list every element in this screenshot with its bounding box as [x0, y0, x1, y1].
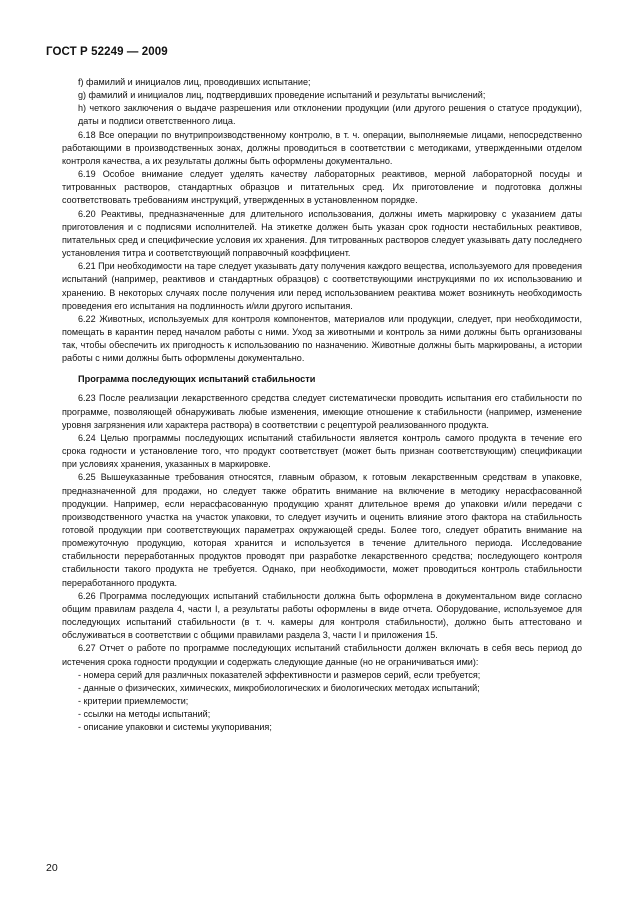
paragraph-6-26: 6.26 Программа последующих испытаний стабильности должна быть оформлена в документальном виде согласно общим правилам раздела 4, части I, а результаты работы оформлены в виде отчета. Оборудование, используемое для последующих испытаний стабильности (в т. ч. камеры для контроля стабильности), должно быть аттестовано и обслуживаться в соответствии с общими правилами раздела 3, части I и приложения 15.	[62, 590, 582, 641]
paragraph-6-19: 6.19 Особое внимание следует уделять качеству лабораторных реактивов, мерной лабораторной посуды и титрованных растворов, стандартных образцов и питательных сред. Их приготовление и подготовка должны соответствовать требованиям инструкций, утвержденных в установленном порядке.	[62, 169, 582, 206]
paragraph-6-23: 6.23 После реализации лекарственного средства следует систематически проводить испытания его стабильности по программе, позволяющей обнаруживать любые изменения, имеющие отношение к стабильности (например, изменение уровня загрязнения или характера раствора) в соответствии с рецептурой реализованного продукта.	[62, 393, 582, 430]
paragraph-6-25: 6.25 Вышеуказанные требования относятся, главным образом, к готовым лекарственным средствам в упаковке, предназначенной для продажи, но следует также обратить внимание на включение в методику нерасфасованной продукции. Например, если нерасфасованную продукцию хранят длительное время до упаковки и/или передачи с производственного участка на участок упаковки, то следует изучить и оценить влияние этого фактора на стабильность готовой продукции при соответствующих параметрах окружающей среды. Более того, следует обратить внимание на промежуточную продукцию, которая хранится и используется в течение длительного периода. Исследование стабильности переработанных продуктов проводят при разработке лекарственного средства; последующего контроля стабильности такого продукта не требуется. Однако, при необходимости, может проводиться контроль стабильности переработанного продукта.	[62, 472, 582, 588]
paragraph-6-22: 6.22 Животных, используемых для контроля компонентов, материалов или продукции, следует, при необходимости, помещать в карантин перед началом работы с ними. Уход за животными и контроль за ними должны быть организованы так, чтобы обеспечить их пригодность к использованию по назначению. Животные должны быть маркированы, а истории работы с ними должны быть оформлены документально.	[62, 313, 582, 364]
list-item: - ссылки на методы испытаний;	[78, 709, 211, 720]
document-body	[62, 76, 582, 735]
paragraph-6-21: 6.21 При необходимости на таре следует указывать дату получения каждого вещества, используемого для проведения испытаний (например, реактивов и стандартных образцов) с соответствующими инструкциями по их использованию и хранению. В некоторых случаях после получения или перед использованием реактива может возникнуть необходимость проведения его испытания на подлинность и/или другого испытания.	[62, 261, 582, 311]
list-item-h: h) четкого заключения о выдаче разрешения или отклонении продукции (или другого решения о статусе продукции), даты и подписи ответственного лица.	[78, 103, 582, 127]
paragraph-6-24: 6.24 Целью программы последующих испытаний стабильности является контроль самого продукта в течение его срока годности и установление того, что продукт соответствует (может быть признан соответствующим) спецификации при условиях хранения, указанных в маркировке.	[62, 432, 582, 470]
list-item: - описание упаковки и системы укупоривания;	[78, 722, 272, 733]
list-item: - критерии приемлемости;	[78, 696, 189, 707]
paragraph-6-20: 6.20 Реактивы, предназначенные для длительного использования, должны иметь маркировку с указанием даты приготовления и с подписями исполнителей. На этикетке должен быть указан срок годности нестабильных реактивов, питательных сред и специфические условия их хранения. Для титрованных растворов следует указывать дату последнего установления титра и соответствующий поправочный коэффициент.	[62, 208, 582, 259]
paragraph-6-27: 6.27 Отчет о работе по программе последующих испытаний стабильности должен включать в себя весь период до истечения срока годности продукции и содержать следующие данные (но не ограничиваться ими):	[62, 643, 582, 667]
paragraph-6-18: 6.18 Все операции по внутрипроизводственному контролю, в т. ч. операции, выполняемые лицами, непосредственно работающими в производственных зонах, должны проводиться в соответствии с методиками, утвержденными отделом контроля качества, а их результаты должны быть оформлены документально.	[62, 129, 582, 166]
list-item: - номера серий для различных показателей эффективности и размеров серий, если требуется;	[78, 669, 481, 680]
list-item: - данные о физических, химических, микробиологических и биологических методах испытаний;	[78, 682, 480, 693]
section-heading-stability: Программа последующих испытаний стабильности	[78, 374, 316, 385]
document-header: ГОСТ Р 52249 — 2009	[46, 46, 168, 58]
list-item-f: f) фамилий и инициалов лиц, проводивших испытание;	[78, 77, 311, 87]
page-number: 20	[46, 862, 58, 874]
list-item-g: g) фамилий и инициалов лиц, подтвердивших проведение испытаний и результаты вычислений;	[78, 90, 486, 101]
